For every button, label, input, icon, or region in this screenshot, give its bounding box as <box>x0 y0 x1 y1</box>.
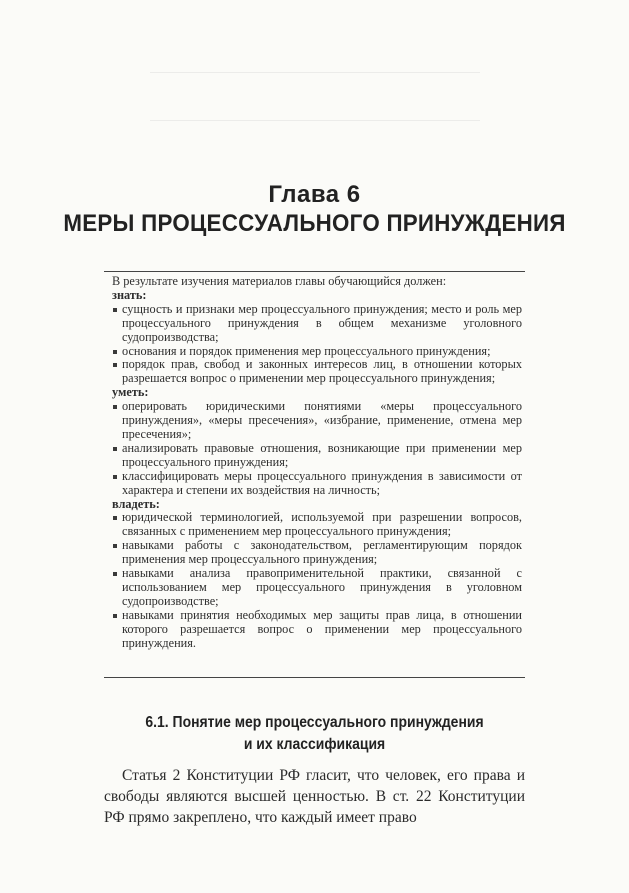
list-item: навыками принятия необходимых мер защиты прав лица, в отношении которого разрешается вопрос о применении мер процессуального принуждения. <box>112 609 522 651</box>
bleed-through-mark <box>150 72 480 73</box>
list-item: классифицировать меры процессуального принуждения в зависимости от характера и степени их воздействия на личность; <box>112 470 522 498</box>
bleed-through-mark <box>150 120 480 121</box>
objectives-list-know <box>112 303 522 386</box>
list-item: оперировать юридическими понятиями «меры процессуального принуждения», «меры пресечения», «избрание, применение, отмена мер пресечения»; <box>112 400 522 442</box>
list-item: порядок прав, свобод и законных интересов лиц, в отношении которых разрешается вопрос о применении мер процессуального принуждения; <box>112 358 522 386</box>
list-item: навыками работы с законодательством, регламентирующим порядок применения мер процессуального принуждения; <box>112 539 522 567</box>
objectives-intro: В результате изучения материалов главы обучающийся должен: <box>112 274 447 288</box>
chapter-title: МЕРЫ ПРОЦЕССУАЛЬНОГО ПРИНУЖДЕНИЯ <box>63 210 566 237</box>
learning-objectives-box <box>112 275 522 650</box>
objectives-bottom-rule <box>104 677 525 678</box>
list-item: основания и порядок применения мер процессуального принуждения; <box>112 345 522 359</box>
objectives-group-label-know: знать: <box>112 287 147 302</box>
objectives-top-rule <box>104 271 525 272</box>
list-item: анализировать правовые отношения, возникающие при применении мер процессуального принуждения; <box>112 442 522 470</box>
objectives-group-label-master: владеть: <box>112 496 160 511</box>
section-heading-line-1: 6.1. Понятие мер процессуального принуждения <box>145 714 484 731</box>
objectives-list-can <box>112 400 522 497</box>
list-item: юридической терминологией, используемой при разрешении вопросов, связанных с применением мер процессуального принуждения; <box>112 511 522 539</box>
objectives-group-label-can: уметь: <box>112 385 149 400</box>
section-heading <box>104 712 525 756</box>
section-heading-line-2: и их классификация <box>243 736 386 753</box>
list-item: сущность и признаки мер процессуального принуждения; место и роль мер процессуального принуждения в общем механизме уголовного судопроизводства; <box>112 303 522 345</box>
body-paragraph: Статья 2 Конституции РФ гласит, что человек, его права и свободы являются высшей ценностью. В ст. 22 Конституции РФ прямо закреплено, что каждый имеет право <box>104 767 525 826</box>
objectives-list-master <box>112 511 522 650</box>
chapter-label: Глава 6 <box>268 181 361 208</box>
list-item: навыками анализа правоприменительной практики, связанной с использованием мер процессуального принуждения в уголовном судопроизводстве; <box>112 567 522 609</box>
